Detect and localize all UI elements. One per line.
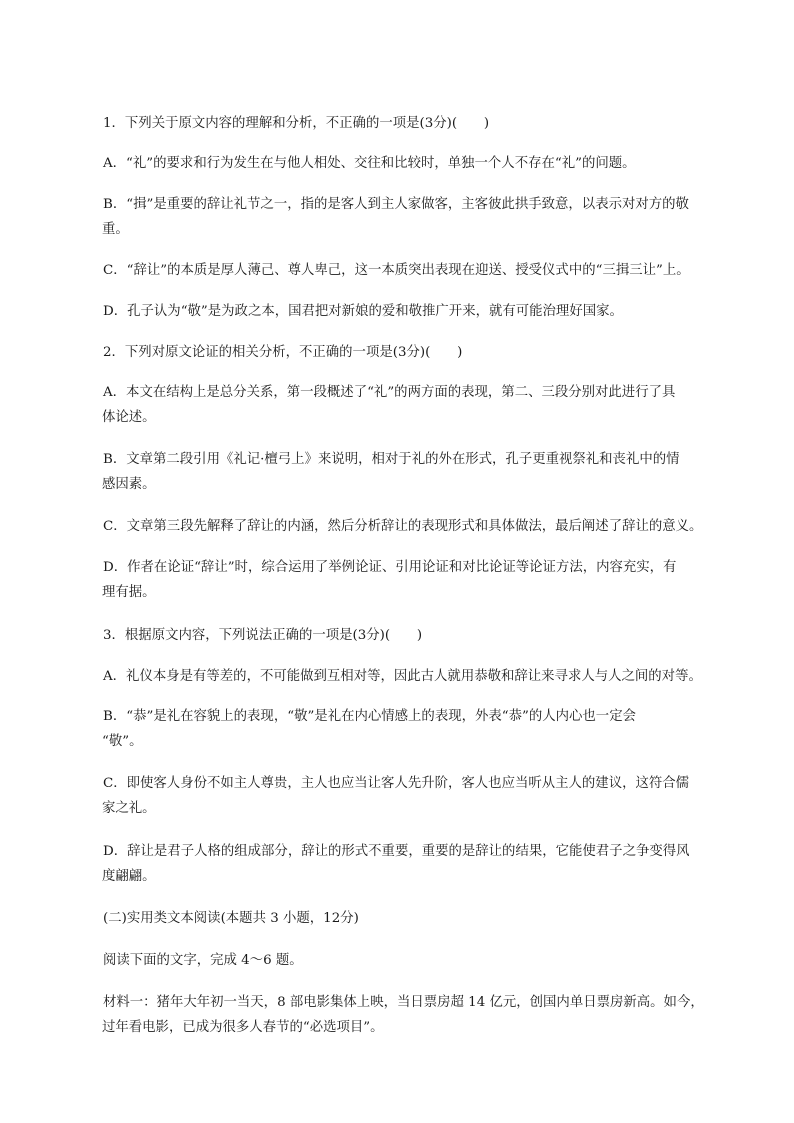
q2-option-a-line1: A．本文在结构上是总分关系，第一段概述了“礼”的两方面的表现，第二、三段分别对此进行了具 [103,385,676,400]
q1-option-b-line1: B．“揖”是重要的辞让礼节之一，指的是客人到主人家做客，主客彼此拱手致意，以表示对对方的敬 [103,197,689,212]
q1-option-b-line2: 重。 [102,222,129,237]
section-instruction: 阅读下面的文字，完成 4～6 题。 [103,953,303,968]
q1-option-d: D．孔子认为“敬”是为政之本，国君把对新娘的爱和敬推广开来，就有可能治理好国家。 [103,304,623,319]
q3-option-c-line2: 家之礼。 [102,801,156,816]
q3-option-a: A．礼仪本身是有等差的，不可能做到互相对等，因此古人就用恭敬和辞让来寻求人与人之间的对等。 [103,669,702,684]
material-1-line1: 材料一：猪年大年初一当天，8 部电影集体上映，当日票房超 14 亿元，创国内单日票房新高。如今， [103,995,704,1010]
material-1 [103,990,719,1040]
q3-option-b [103,704,719,754]
q3-option-c [103,771,719,821]
q3-option-d [103,839,719,889]
q2-option-b [103,447,719,497]
q2-stem: 2．下列对原文论证的相关分析，不正确的一项是(3分)( ) [103,345,463,360]
material-1-line2: 过年看电影，已成为很多人春节的“必选项目”。 [102,1020,384,1035]
q1-option-b [103,192,719,242]
q2-option-d-line2: 理有据。 [102,585,156,600]
q3-option-d-line1: D．辞让是君子人格的组成部分，辞让的形式不重要，重要的是辞让的结果，它能使君子之争变得风 [103,844,690,859]
q2-option-c: C．文章第三段先解释了辞让的内涵，然后分析辞让的表现形式和具体做法，最后阐述了辞让的意义。 [103,519,703,534]
q2-option-b-line2: 感因素。 [102,477,156,492]
q2-option-a-line2: 体论述。 [102,410,156,425]
q3-option-c-line1: C．即使客人身份不如主人尊贵，主人也应当让客人先升阶，客人也应当听从主人的建议，这符合儒 [103,776,690,791]
q3-option-b-line1: B．“恭”是礼在容貌上的表现，“敬”是礼在内心情感上的表现，外表“恭”的人内心也一定会 [103,709,636,724]
q3-option-b-line2: “敬”。 [102,734,143,749]
q2-option-d-line1: D．作者在论证“辞让”时，综合运用了举例论证、引用论证和对比论证等论证方法，内容充实，有 [103,560,677,575]
q2-option-d [103,555,719,605]
q3-option-d-line2: 度翩翩。 [102,869,156,884]
q2-option-a [103,380,719,430]
section-heading: (二)实用类文本阅读(本题共 3 小题，12分) [103,911,359,926]
q2-option-b-line1: B．文章第二段引用《礼记·檀弓上》来说明，相对于礼的外在形式，孔子更重视祭礼和丧礼中的情 [103,452,680,467]
q1-option-a: A．“礼”的要求和行为发生在与他人相处、交往和比较时，单独一个人不存在“礼”的问题。 [103,156,636,171]
q1-option-c: C．“辞让”的本质是厚人薄己、尊人卑己，这一本质突出表现在迎送、授受仪式中的“三揖三让”上。 [103,263,690,278]
q3-stem: 3．根据原文内容，下列说法正确的一项是(3分)( ) [103,628,423,643]
q1-stem: 1．下列关于原文内容的理解和分析，不正确的一项是(3分)( ) [103,116,490,131]
